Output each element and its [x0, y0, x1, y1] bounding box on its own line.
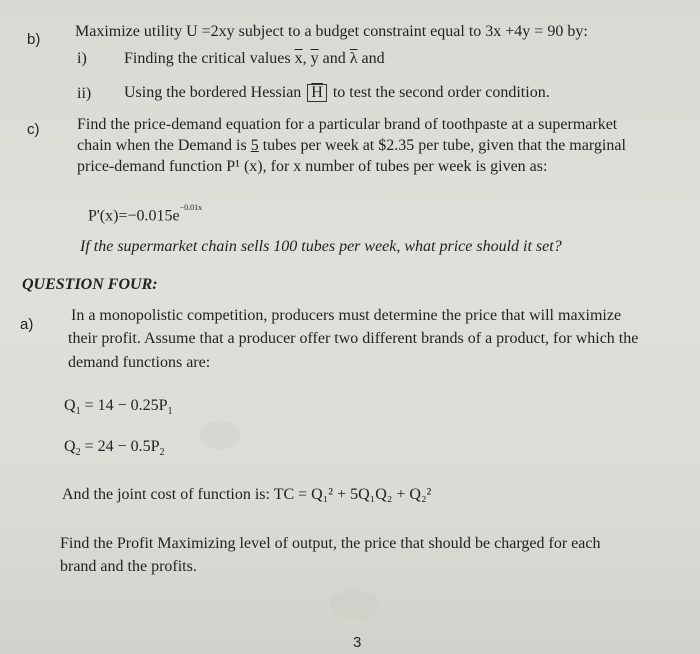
part-b-i-text-pre: Finding the critical values — [124, 50, 295, 67]
y-bar: $\overline{y}$ — [310, 50, 319, 67]
question-four-heading: QUESTION FOUR: — [22, 276, 158, 293]
part-a-label: a) — [20, 316, 34, 333]
bordered-hessian-symbol: $\overline{H}$ — [307, 84, 327, 102]
find-line2: brand and the profits. — [60, 558, 197, 575]
joint-cost-equation: TC = Q₁² + 5Q₁Q₂ + Q₂² — [273, 486, 432, 503]
part-c-line3: price-demand function P¹ (x), for x number of tubes per week is given as: — [77, 158, 548, 175]
q2-subscript: 2 — [75, 447, 81, 459]
part-b-i-text-post: and — [357, 50, 385, 67]
part-b-text: Maximize utility U =2xy subject to a budget constraint equal to 3x +4y = 90 by: — [75, 23, 588, 40]
joint-cost-line — [62, 486, 431, 504]
part-a-line2: their profit. Assume that a producer offer two different brands of a product, for which the — [68, 330, 639, 347]
lambda-bar: $\overline{\lambda}$ — [349, 50, 358, 67]
joint-cost-text: And the joint cost of function is: — [62, 486, 274, 503]
equation-lhs: P'(x)=−0.015e — [88, 207, 180, 225]
part-c-label: c) — [27, 121, 40, 138]
q2-rhs: = 24 − 0.5P — [80, 438, 160, 455]
part-b-i-text — [124, 50, 385, 68]
p1-subscript: 1 — [167, 406, 173, 418]
q1-rhs: = 14 − 0.25P — [80, 397, 168, 414]
part-c-line2-pre: chain when the Demand is — [77, 137, 251, 154]
part-b-ii-label: ii) — [77, 85, 92, 102]
paper-smudge — [200, 420, 240, 450]
find-line1: Find the Profit Maximizing level of output, the price that should be charged for each — [60, 535, 601, 552]
part-b-label: b) — [27, 31, 41, 48]
part-b-i-label: i) — [77, 50, 87, 67]
marginal-price-equation — [88, 203, 203, 225]
part-c-line2-post: tubes per week at $2.35 per tube, given that the marginal — [258, 137, 626, 154]
part-a-line1: In a monopolistic competition, producers must determine the price that will maximize — [71, 307, 622, 324]
q1-symbol: Q — [64, 397, 76, 414]
q2-symbol: Q — [64, 438, 76, 455]
and-word: and — [318, 50, 350, 67]
part-a-line3: demand functions are: — [68, 354, 211, 371]
demand-function-2 — [64, 438, 165, 458]
paper-smudge — [330, 590, 380, 620]
part-c-line2 — [77, 137, 626, 155]
part-b-ii-text — [124, 84, 550, 102]
demand-number: 5 — [250, 137, 259, 154]
equation-exponent: −0.01x — [179, 203, 203, 212]
page-number: 3 — [353, 634, 362, 651]
part-c-line1: Find the price-demand equation for a particular brand of toothpaste at a supermarket — [77, 116, 618, 133]
part-b-ii-text-pre: Using the bordered Hessian — [124, 84, 306, 101]
part-c-question: If the supermarket chain sells 100 tubes per week, what price should it set? — [80, 238, 562, 255]
demand-function-1 — [64, 397, 173, 417]
x-bar: $\overline{x}$ — [294, 50, 303, 67]
part-b-ii-text-post: to test the second order condition. — [328, 84, 550, 101]
q1-subscript: 1 — [75, 406, 81, 418]
comma: , — [302, 50, 311, 67]
p2-subscript: 2 — [159, 447, 165, 459]
